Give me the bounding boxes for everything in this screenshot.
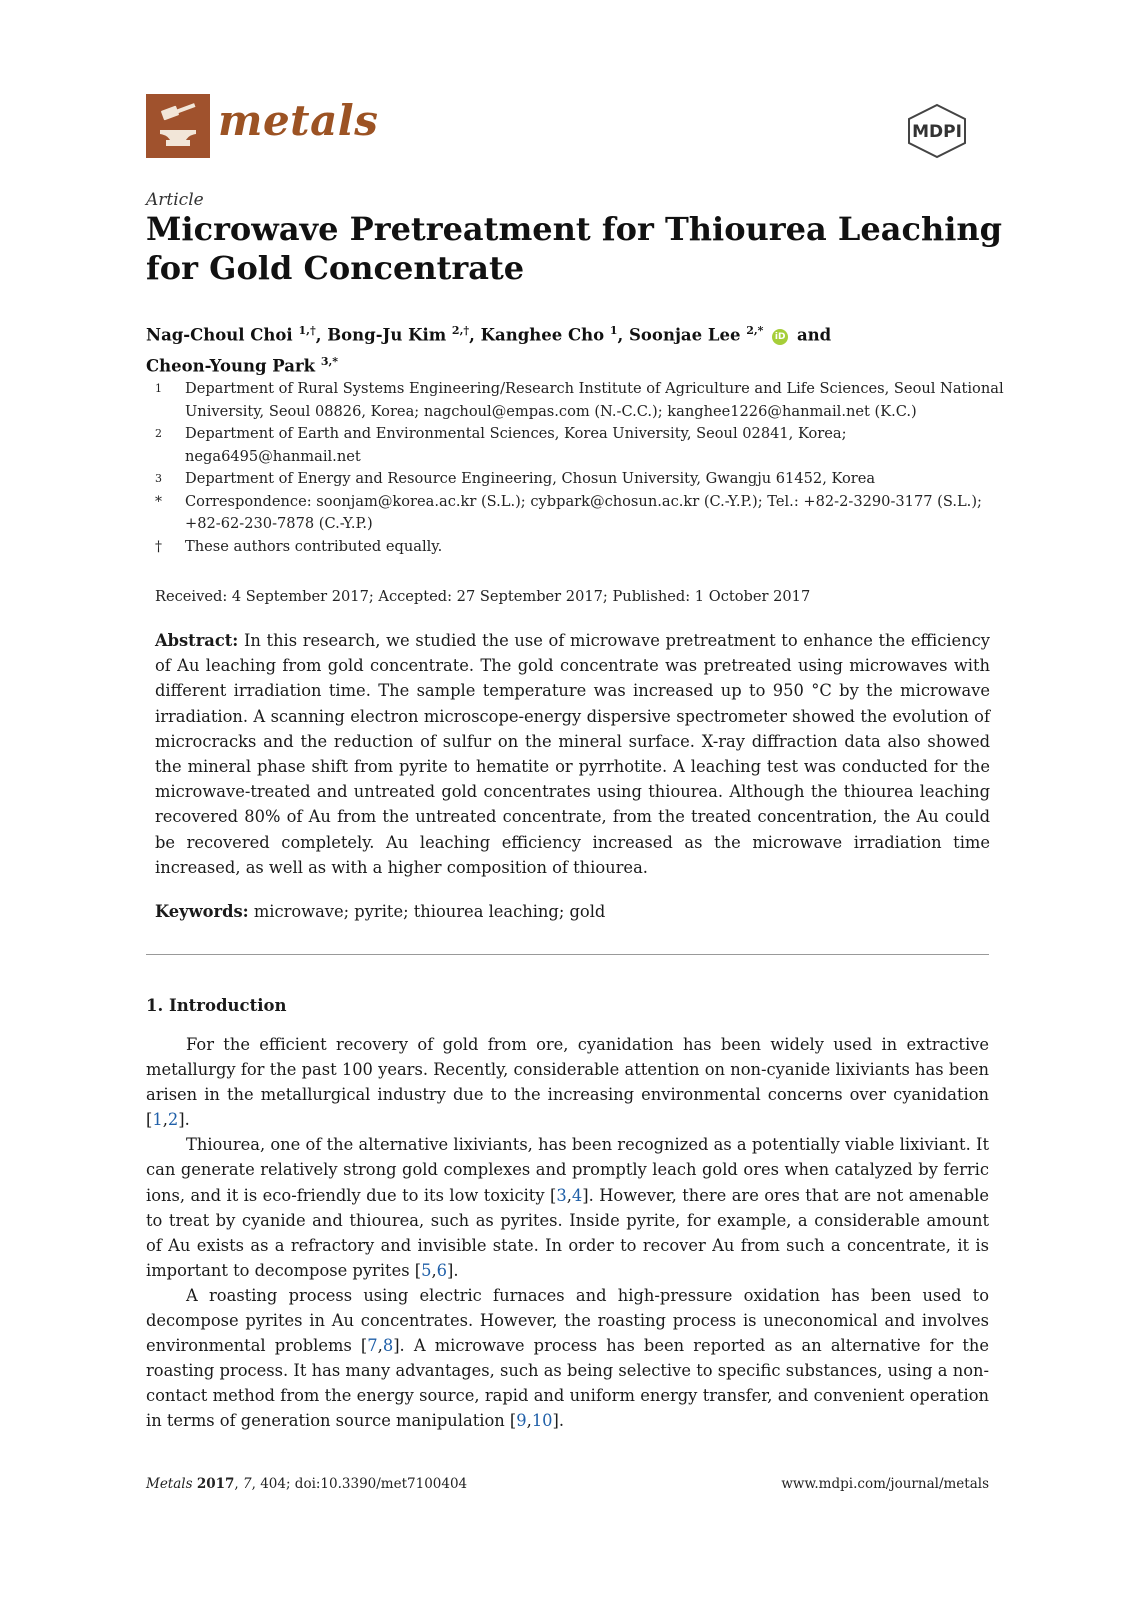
paragraph-text: . A microwave process has been reported as an alternative for the roasting process. It has many advantages, such as being selective to specific substances, using a non-contact method from the energy source, rapid and uniform energy transfer, and convenient operation in terms of generation source manipulation [146,1336,990,1431]
author-name[interactable]: Cheon-Young Park [146,356,316,375]
mdpi-logo-text: MDPI [912,122,962,142]
paragraph: Thiourea, one of the alternative lixiviants, has been recognized as a potentially viable lixiviant. It can generate relatively strong gold complexes and promptly leach gold ores when catalyzed by ferric ions, and it is eco-friendly due to its low toxicity [3,4]. However, there are ores that are not amenable to treat by cyanide and thiourea, such as pyrites. Inside pyrite, for example, a considerable amount of Au exists as a refractory and invisible state. In order to recover Au from such a concentrate, it is important to decompose pyrites [5,6]. [146,1135,989,1280]
affiliation-marker: † [155,538,162,555]
author-name[interactable]: Nag-Choul Choi [146,325,293,345]
section-divider [146,954,989,955]
citation-link[interactable]: 2 [167,1110,179,1130]
author-affil-sup: 2,† [451,324,470,337]
affiliation-marker: 1 [155,382,162,395]
authors-and: and [796,325,832,345]
affiliation-text: Department of Earth and Environmental Sciences, Korea University, Seoul 02841, Korea; nega6495@hanmail.net [185,425,847,465]
author-affil-sup: 2,* [746,324,764,337]
paragraph: A roasting process using electric furnaces and high-pressure oxidation has been used to decompose pyrites in Au concentrates. However, the roasting process is uneconomical and involves environmental problems [7,8]. A microwave process has been reported as an alternative for the roasting process. It has many advantages, such as being selective to specific substances, using a non-contact method from the energy source, rapid and uniform energy transfer, and convenient operation in terms of generation source manipulation [9,10]. [146,1285,990,1431]
affiliation-item [155,423,1015,468]
keywords-text: microwave; pyrite; thiourea leaching; gold [253,902,606,921]
article-type: Article [146,190,204,210]
journal-url-link[interactable]: www.mdpi.com/journal/metals [781,1476,989,1492]
author-name[interactable]: Bong-Ju Kim [327,325,447,345]
citation-link[interactable]: 9 [516,1411,527,1431]
footer-volume: 7 [243,1476,252,1492]
abstract [155,628,990,880]
abstract-text: In this research, we studied the use of microwave pretreatment to enhance the efficiency of Au leaching from gold concentrate. The gold concentrate was pretreated using microwaves with different irradiation time. The sample temperature was increased up to 950 °C by the microwave irradiation. A scanning electron microscope-energy dispersive spectrometer showed the evolution of microcracks and the reduction of sulfur on the mineral surface. X-ray diffraction data also showed the mineral phase shift from pyrite to hematite or pyrrhotite. A leaching test was conducted for the microwave-treated and untreated gold concentrates using thiourea. Although the thiourea leaching recovered 80% of Au from the untreated concentrate, from the treated concentration, the Au could be recovered completely. Au leaching efficiency increased as the microwave irradiation time increased, as well as with a higher composition of thiourea. [155,631,990,877]
equal-contribution-note [155,536,1015,559]
page-title: Microwave Pretreatment for Thiourea Leaching for Gold Concentrate [146,210,1003,287]
footer-doi: , 404; doi:10.3390/met7100404 [251,1476,468,1492]
author-affil-sup: 1,† [298,324,316,337]
mdpi-logo [905,103,969,159]
equal-contribution-text: These authors contributed equally. [185,537,443,555]
citation-link[interactable]: 3 [556,1185,567,1205]
citation-link[interactable]: 4 [571,1185,583,1205]
journal-name: metals [218,96,379,145]
affiliation-item [155,468,1015,491]
journal-logo-icon [146,94,210,158]
paragraph-text: . However, there are ores that are not amenable to treat by cyanide and thiourea, such as pyrites. Inside pyrite, for example, a considerable amount of Au exists as a refractory and invisible state. In order to recover Au from such a concentrate, it is important to decompose pyrites [146,1185,989,1280]
orcid-icon[interactable]: iD [772,329,788,345]
citation-separator: , [162,1110,168,1130]
citation-link[interactable]: 7 [367,1336,378,1356]
footer-journal: Metals [146,1476,193,1492]
paragraph-text: For the efficient recovery of gold from ore, cyanidation has been widely used in extractive metallurgy for the past 100 years. Recently, considerable attention on non-cyanide lixiviants has been arisen in the metallurgical industry due to the increasing environmental concerns over cyanidation [146,1035,989,1105]
affiliation-marker: 3 [155,472,162,485]
author-name[interactable]: Soonjae Lee [629,325,741,345]
footer-year: 2017 [196,1476,235,1492]
affiliations [155,378,1015,558]
author-name[interactable]: Kanghee Cho [480,325,605,345]
correspondence-item [155,491,1015,536]
affiliation-marker: 2 [155,427,162,440]
citation-link[interactable]: 1 [152,1110,163,1130]
author-affil-sup: 1 [609,324,618,337]
abstract-label: Abstract: [155,631,239,650]
affiliation-item [155,378,1015,423]
affiliation-text: Department of Rural Systems Engineering/Research Institute of Agriculture and Life Sciences, Seoul National University, Seoul 08826, Korea; nagchoul@empas.com (N.-C.C.); kanghee1226@hanmail.net (K.C.) [185,380,1004,420]
paragraph [146,1032,989,1132]
section-heading: 1. Introduction [146,996,287,1015]
citation-link[interactable]: 5 [421,1260,432,1280]
citation-link[interactable]: 6 [436,1260,448,1280]
paragraph-end: . [184,1110,190,1130]
affiliation-marker: * [155,493,162,510]
keywords [155,902,605,921]
author-list: Nag-Choul Choi $^{1,\dagger}$, Bong-Ju Kim $^{2,\dagger}$, Kanghee Cho $^1$, Soonjae Lee $^{2,*}$ iD and Cheon-Young Park $^{3,*}$ [146,324,832,375]
citation-link[interactable]: 8 [382,1336,394,1356]
correspondence-text: Correspondence: soonjam@korea.ac.kr (S.L.); cybpark@chosun.ac.kr (C.-Y.P.); Tel.: +82-2-3290-3177 (S.L.); +82-62-230-7878 (C.-Y.P.) [185,492,982,532]
publication-dates: Received: 4 September 2017; Accepted: 27 September 2017; Published: 1 October 2017 [155,588,811,605]
citation-bracket: ] [178,1110,185,1130]
paragraph-end: . [453,1260,459,1280]
citation-link[interactable]: 10 [531,1411,553,1431]
footer-citation: Metals 2017, 7, 404; doi:10.3390/met7100404 [146,1476,468,1492]
introduction-body [146,1032,989,1434]
keywords-label: Keywords: [155,902,249,921]
affiliation-text: Department of Energy and Resource Engineering, Chosun University, Gwangju 61452, Korea [185,470,876,487]
paragraph-end: . [558,1411,565,1431]
paragraph-text: Thiourea, one of the alternative lixiviants, has been recognized as a potentially viable lixiviant. It can generate relatively strong gold complexes and promptly leach gold ores when catalyzed by ferric ions, and it is eco-friendly due to its low toxicity [146,1135,989,1205]
paragraph-text: A roasting process using electric furnaces and high-pressure oxidation has been used to decompose pyrites in Au concentrates. However, the roasting process is uneconomical and involves environmental problems [146,1285,989,1356]
citation-bracket: [ [146,1110,153,1130]
author-affil-sup: 3,* [320,354,339,368]
